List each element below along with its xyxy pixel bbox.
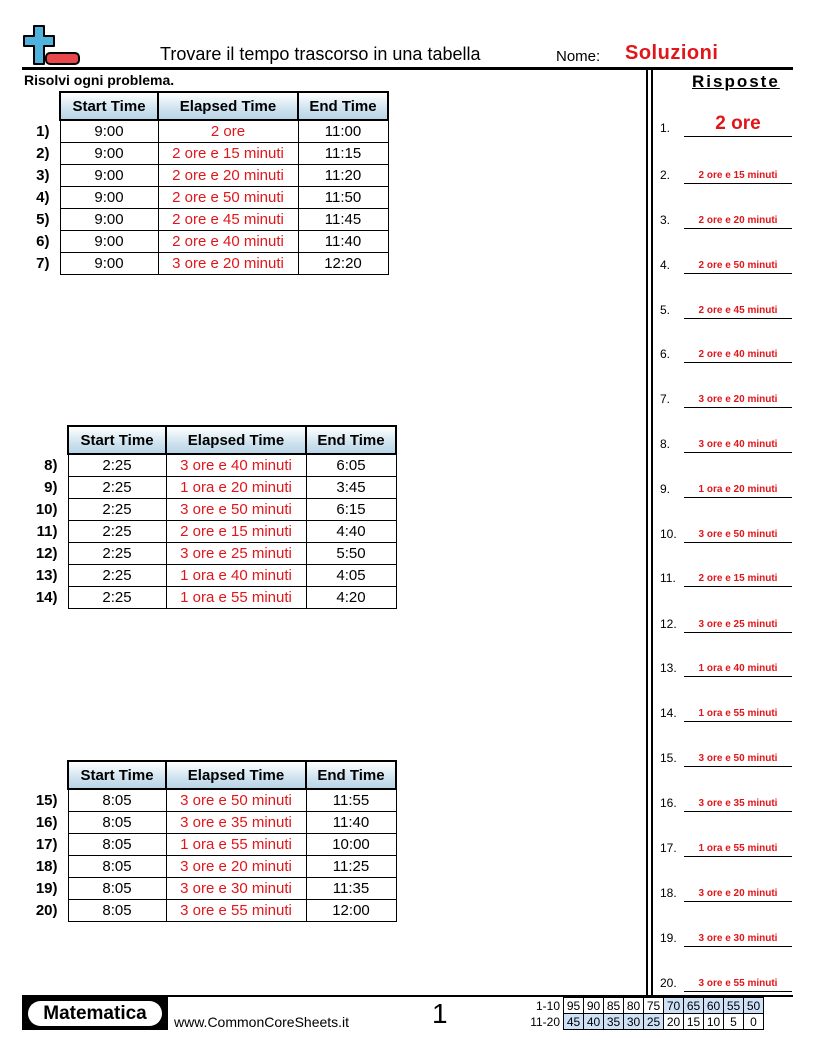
end-time: 11:35 <box>306 878 396 900</box>
elapsed-time: 2 ore e 45 minuti <box>158 209 298 231</box>
answer-value: 1 ora e 55 minuti <box>684 707 792 722</box>
table-row <box>22 587 396 609</box>
score-cell: 60 <box>704 998 724 1014</box>
answer-number: 14. <box>660 706 677 720</box>
start-time: 8:05 <box>68 878 166 900</box>
answer-value: 3 ore e 25 minuti <box>684 618 792 633</box>
score-cell: 90 <box>584 998 604 1014</box>
start-time: 2:25 <box>68 499 166 521</box>
elapsed-time: 3 ore e 30 minuti <box>166 878 306 900</box>
answer-value: 3 ore e 50 minuti <box>684 528 792 543</box>
score-cell: 25 <box>644 1014 664 1030</box>
problem-table-3 <box>22 760 397 922</box>
answer-number: 20. <box>660 976 677 990</box>
end-time: 4:20 <box>306 587 396 609</box>
answer-item <box>660 657 792 677</box>
header-end-time: End Time <box>306 426 396 454</box>
problem-number: 17) <box>35 836 58 853</box>
header-start-time: Start Time <box>68 426 166 454</box>
score-cell: 10 <box>704 1014 724 1030</box>
answer-number: 6. <box>660 347 671 361</box>
answer-item <box>660 209 792 229</box>
problem-number: 6) <box>36 233 50 250</box>
table-row <box>22 477 396 499</box>
start-time: 8:05 <box>68 789 166 812</box>
problem-number: 19) <box>35 880 58 897</box>
end-time: 11:50 <box>298 187 388 209</box>
answer-value: 2 ore e 15 minuti <box>684 169 792 184</box>
end-time: 6:05 <box>306 454 396 477</box>
elapsed-time: 2 ore e 20 minuti <box>158 165 298 187</box>
table-row <box>22 543 396 565</box>
header-start-time: Start Time <box>60 92 158 120</box>
answer-item <box>660 433 792 453</box>
answer-item <box>660 972 792 992</box>
table-row <box>22 856 396 878</box>
answer-number: 7. <box>660 392 671 406</box>
end-time: 11:40 <box>298 231 388 253</box>
table-row <box>22 878 396 900</box>
table-row <box>22 143 388 165</box>
problem-number: 18) <box>35 858 58 875</box>
answer-value: 3 ore e 20 minuti <box>684 887 792 902</box>
score-cell: 95 <box>564 998 584 1014</box>
elapsed-time: 2 ore e 15 minuti <box>158 143 298 165</box>
answer-item <box>660 837 792 857</box>
table-row <box>22 187 388 209</box>
answer-item <box>660 343 792 363</box>
elapsed-time: 2 ore e 15 minuti <box>166 521 306 543</box>
problem-number: 14) <box>35 589 58 606</box>
score-cell: 5 <box>724 1014 744 1030</box>
start-time: 2:25 <box>68 543 166 565</box>
header-divider <box>22 67 793 70</box>
score-row-label: 11-20 <box>530 1014 560 1029</box>
header-end-time: End Time <box>306 761 396 789</box>
end-time: 11:15 <box>298 143 388 165</box>
start-time: 9:00 <box>60 253 158 275</box>
answer-value: 3 ore e 20 minuti <box>684 393 792 408</box>
score-cell: 85 <box>604 998 624 1014</box>
end-time: 6:15 <box>306 499 396 521</box>
end-time: 5:50 <box>306 543 396 565</box>
score-row-label: 1-10 <box>535 998 560 1013</box>
table-row <box>22 253 388 275</box>
answer-item <box>660 254 792 274</box>
page-number: 1 <box>432 998 448 1029</box>
end-time: 12:20 <box>298 253 388 275</box>
header-start-time: Start Time <box>68 761 166 789</box>
problem-number: 1) <box>36 122 50 140</box>
answer-item <box>660 613 792 633</box>
elapsed-time: 3 ore e 40 minuti <box>166 454 306 477</box>
answer-value: 3 ore e 35 minuti <box>684 797 792 812</box>
answer-number: 18. <box>660 886 677 900</box>
problem-number: 16) <box>35 814 58 831</box>
table-row <box>22 165 388 187</box>
end-time: 10:00 <box>306 834 396 856</box>
page-title: Trovare il tempo trascorso in una tabella <box>160 44 481 64</box>
answer-number: 4. <box>660 258 671 272</box>
score-cell: 80 <box>624 998 644 1014</box>
start-time: 9:00 <box>60 231 158 253</box>
answer-number: 16. <box>660 796 677 810</box>
blank-header <box>22 92 60 120</box>
elapsed-time: 3 ore e 50 minuti <box>166 499 306 521</box>
answer-number: 11. <box>660 571 676 585</box>
answer-number: 2. <box>660 168 671 182</box>
answer-number: 1. <box>660 121 671 135</box>
table-row <box>22 120 388 143</box>
elapsed-time: 3 ore e 50 minuti <box>166 789 306 812</box>
problem-number: 2) <box>36 145 50 162</box>
elapsed-time: 1 ora e 20 minuti <box>166 477 306 499</box>
end-time: 12:00 <box>306 900 396 922</box>
elapsed-time: 2 ore <box>158 120 298 143</box>
score-cell: 50 <box>744 998 764 1014</box>
start-time: 2:25 <box>68 477 166 499</box>
answer-value: 3 ore e 30 minuti <box>684 932 792 947</box>
table-row <box>22 565 396 587</box>
start-time: 8:05 <box>68 834 166 856</box>
elapsed-time: 3 ore e 55 minuti <box>166 900 306 922</box>
table-row <box>22 812 396 834</box>
answer-number: 17. <box>660 841 677 855</box>
problem-table-2 <box>22 425 397 609</box>
problem-number: 5) <box>36 211 50 228</box>
site-url: www.CommonCoreSheets.it <box>174 1014 350 1030</box>
table-row <box>22 209 388 231</box>
answer-item <box>660 478 792 498</box>
score-cell: 55 <box>724 998 744 1014</box>
blank-header <box>22 761 68 789</box>
problem-number: 20) <box>35 902 58 919</box>
answers-title: Risposte <box>692 72 780 91</box>
problem-number: 7) <box>36 255 50 272</box>
start-time: 9:00 <box>60 165 158 187</box>
header-elapsed-time: Elapsed Time <box>158 92 298 120</box>
answer-value: 1 ora e 20 minuti <box>684 483 792 498</box>
score-cell: 35 <box>604 1014 624 1030</box>
start-time: 2:25 <box>68 587 166 609</box>
end-time: 11:25 <box>306 856 396 878</box>
answer-value: 1 ora e 55 minuti <box>684 842 792 857</box>
answer-value: 3 ore e 50 minuti <box>684 752 792 767</box>
start-time: 8:05 <box>68 856 166 878</box>
answer-number: 19. <box>660 931 677 945</box>
score-cell: 40 <box>584 1014 604 1030</box>
answer-number: 8. <box>660 437 671 451</box>
answer-item <box>660 882 792 902</box>
answer-item <box>660 927 792 947</box>
problem-number: 3) <box>36 167 50 184</box>
instructions: Risolvi ogni problema. <box>24 72 175 88</box>
answer-number: 10. <box>660 527 677 541</box>
answer-item <box>660 567 792 587</box>
table-row <box>22 454 396 477</box>
header-end-time: End Time <box>298 92 388 120</box>
end-time: 3:45 <box>306 477 396 499</box>
answer-item <box>660 388 792 408</box>
problem-number: 8) <box>44 456 58 474</box>
problem-number: 4) <box>36 189 50 206</box>
header-elapsed-time: Elapsed Time <box>166 426 306 454</box>
table-row <box>22 499 396 521</box>
answer-number: 12. <box>660 617 677 631</box>
answer-number: 3. <box>660 213 671 227</box>
start-time: 2:25 <box>68 454 166 477</box>
answer-item <box>660 702 792 722</box>
elapsed-time: 3 ore e 20 minuti <box>166 856 306 878</box>
column-divider <box>646 70 648 996</box>
answer-item <box>660 792 792 812</box>
answer-number: 15. <box>660 751 677 765</box>
elapsed-time: 2 ore e 40 minuti <box>158 231 298 253</box>
answer-value: 1 ora e 40 minuti <box>684 662 792 677</box>
start-time: 9:00 <box>60 120 158 143</box>
answer-item <box>660 523 792 543</box>
elapsed-time: 1 ora e 55 minuti <box>166 834 306 856</box>
elapsed-time: 3 ore e 20 minuti <box>158 253 298 275</box>
elapsed-time: 1 ora e 40 minuti <box>166 565 306 587</box>
table-row <box>22 900 396 922</box>
answer-number: 9. <box>660 482 671 496</box>
score-cell: 15 <box>684 1014 704 1030</box>
problem-number: 12) <box>35 545 58 562</box>
score-cell: 45 <box>564 1014 584 1030</box>
score-cell: 70 <box>664 998 684 1014</box>
header-elapsed-time: Elapsed Time <box>166 761 306 789</box>
elapsed-time: 2 ore e 50 minuti <box>158 187 298 209</box>
problem-number: 15) <box>35 791 58 809</box>
start-time: 2:25 <box>68 565 166 587</box>
end-time: 11:55 <box>306 789 396 812</box>
table-row <box>22 231 388 253</box>
blank-header <box>22 426 68 454</box>
answer-item <box>660 299 792 319</box>
score-cell: 20 <box>664 1014 684 1030</box>
answer-value: 3 ore e 40 minuti <box>684 438 792 453</box>
table-row <box>22 521 396 543</box>
start-time: 9:00 <box>60 209 158 231</box>
table-row <box>22 834 396 856</box>
problem-number: 10) <box>35 501 58 518</box>
elapsed-time: 3 ore e 25 minuti <box>166 543 306 565</box>
end-time: 11:45 <box>298 209 388 231</box>
end-time: 11:20 <box>298 165 388 187</box>
answer-value: 3 ore e 55 minuti <box>684 977 792 992</box>
elapsed-time: 3 ore e 35 minuti <box>166 812 306 834</box>
elapsed-time: 1 ora e 55 minuti <box>166 587 306 609</box>
score-table <box>526 997 764 1030</box>
problem-table-1 <box>22 91 389 275</box>
end-time: 4:05 <box>306 565 396 587</box>
start-time: 8:05 <box>68 812 166 834</box>
plus-minus-icon <box>22 24 80 68</box>
table-row <box>22 789 396 812</box>
answer-item <box>660 113 792 137</box>
start-time: 2:25 <box>68 521 166 543</box>
answer-value: 2 ore e 40 minuti <box>684 348 792 363</box>
answer-value: 2 ore e 45 minuti <box>684 304 792 319</box>
score-cell: 30 <box>624 1014 644 1030</box>
name-label: Nome: <box>556 48 601 65</box>
answer-number: 5. <box>660 303 671 317</box>
start-time: 8:05 <box>68 900 166 922</box>
problem-number: 13) <box>35 567 58 584</box>
answer-value: 2 ore e 20 minuti <box>684 214 792 229</box>
score-cell: 0 <box>744 1014 764 1030</box>
end-time: 4:40 <box>306 521 396 543</box>
start-time: 9:00 <box>60 187 158 209</box>
answer-value: 2 ore e 15 minuti <box>684 572 792 587</box>
score-cell: 75 <box>644 998 664 1014</box>
score-cell: 65 <box>684 998 704 1014</box>
start-time: 9:00 <box>60 143 158 165</box>
problem-number: 11) <box>36 523 58 540</box>
end-time: 11:40 <box>306 812 396 834</box>
answer-item <box>660 164 792 184</box>
brand-label: Matematica <box>28 1001 162 1026</box>
answer-item <box>660 747 792 767</box>
answer-value: 2 ore e 50 minuti <box>684 259 792 274</box>
answer-value: 2 ore <box>684 112 792 137</box>
name-value: Soluzioni <box>625 42 719 64</box>
end-time: 11:00 <box>298 120 388 143</box>
column-divider <box>651 70 653 996</box>
problem-number: 9) <box>44 479 58 496</box>
answer-number: 13. <box>660 661 677 675</box>
